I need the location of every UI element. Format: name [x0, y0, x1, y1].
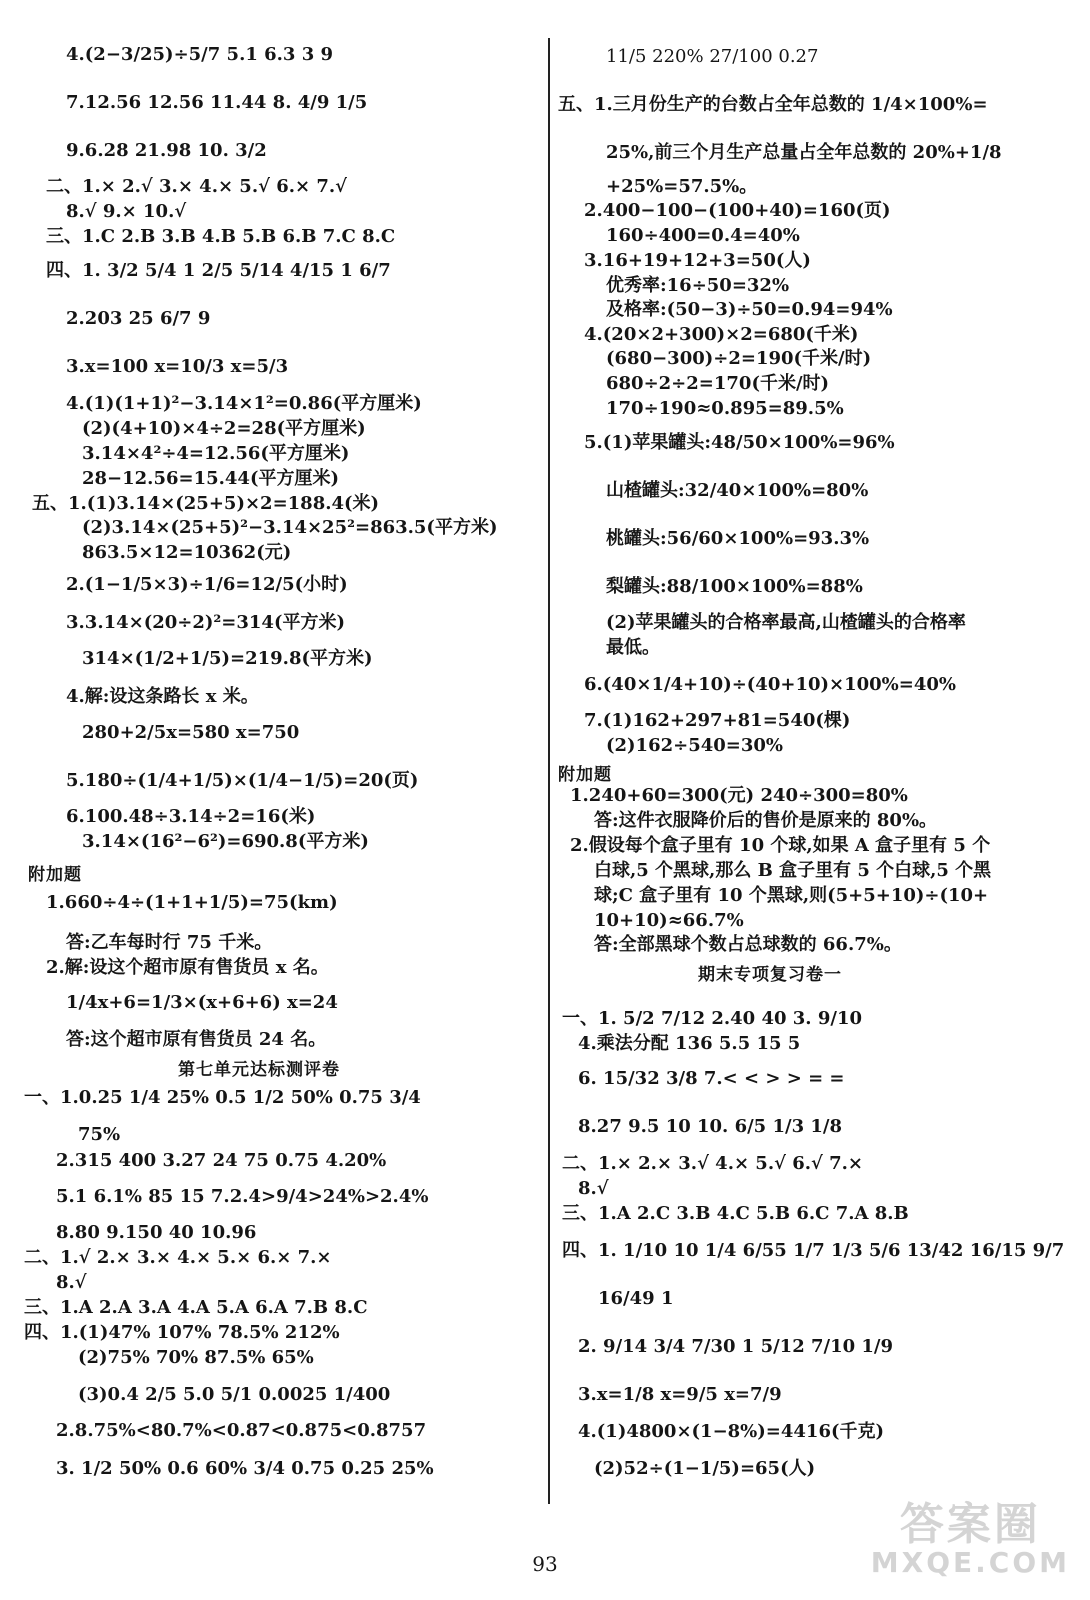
answer-line: 2.假设每个盒子里有 10 个球,如果 A 盒子里有 5 个: [570, 835, 991, 856]
watermark: [870, 1499, 1070, 1579]
page-number: 93: [532, 1552, 558, 1576]
answer-line: 11/5 220% 27/100 0.27: [606, 46, 819, 67]
answer-line: (2)3.14×(25+5)²−3.14×25²=863.5(平方米): [82, 517, 498, 538]
answer-line: (2)162÷540=30%: [606, 735, 784, 756]
answer-line: 4.(2−3/25)÷5/7 5.1 6.3 3 9: [66, 44, 334, 65]
answer-line: 3.14×(16²−6²)=690.8(平方米): [82, 831, 369, 852]
answer-line: 4.乘法分配 136 5.5 15 5: [578, 1033, 801, 1054]
answer-line: 2.8.75%<80.7%<0.87<0.875<0.8757: [56, 1420, 427, 1441]
answer-line: (2)(4+10)×4÷2=28(平方厘米): [82, 418, 366, 439]
answer-line: 山楂罐头:32/40×100%=80%: [606, 480, 869, 501]
answer-line: 二、1.√ 2.× 3.× 4.× 5.× 6.× 7.×: [24, 1247, 332, 1268]
answer-line: (2)52÷(1−1/5)=65(人): [594, 1458, 816, 1479]
answer-line: 4.(20×2+300)×2=680(千米): [584, 324, 859, 345]
answer-line: 3. 1/2 50% 0.6 60% 3/4 0.75 0.25 25%: [56, 1458, 434, 1479]
answer-line: 三、1.A 2.A 3.A 4.A 5.A 6.A 7.B 8.C: [24, 1297, 368, 1318]
answer-line: 答:这件衣服降价后的售价是原来的 80%。: [594, 810, 938, 831]
answer-line: 白球,5 个黑球,那么 B 盒子里有 5 个白球,5 个黑: [594, 860, 992, 881]
section-heading: 附加题: [28, 865, 82, 885]
answer-line: 28−12.56=15.44(平方厘米): [82, 468, 339, 489]
answer-line: 五、1.三月份生产的台数占全年总数的 1/4×100%=: [558, 94, 988, 115]
answer-line: 8.√: [578, 1178, 609, 1199]
answer-line: 梨罐头:88/100×100%=88%: [606, 576, 863, 597]
answer-line: 2.(1−1/5×3)÷1/6=12/5(小时): [66, 574, 348, 595]
answer-line: 3.16+19+12+3=50(人): [584, 250, 811, 271]
answer-line: 4.(1)(1+1)²−3.14×1²=0.86(平方厘米): [66, 393, 422, 414]
answer-line: 及格率:(50−3)÷50=0.94=94%: [606, 299, 893, 320]
answer-line: 二、1.× 2.× 3.√ 4.× 5.√ 6.√ 7.×: [562, 1153, 863, 1174]
answer-line: +25%=57.5%。: [606, 176, 758, 197]
watermark-logo-text: 答案圈: [899, 1499, 1041, 1550]
answer-line: 6. 15/32 3/8 7.< < > > = =: [578, 1068, 845, 1089]
answer-line: 2.203 25 6/7 9: [66, 308, 211, 329]
answer-line: 3.14×4²÷4=12.56(平方厘米): [82, 443, 350, 464]
answer-line: 优秀率:16÷50=32%: [606, 275, 790, 296]
answer-line: 8.27 9.5 10 10. 6/5 1/3 1/8: [578, 1116, 842, 1137]
answer-line: 3.x=100 x=10/3 x=5/3: [66, 356, 289, 377]
answer-line: 3.x=1/8 x=9/5 x=7/9: [578, 1384, 782, 1405]
answer-line: 球;C 盒子里有 10 个黑球,则(5+5+10)÷(10+: [594, 885, 989, 906]
answer-line: 170÷190≈0.895=89.5%: [606, 398, 844, 419]
answer-line: 10+10)≈66.7%: [594, 910, 744, 931]
watermark-url: MXQE.COM: [870, 1546, 1070, 1579]
answer-line: 280+2/5x=580 x=750: [82, 722, 300, 743]
answer-line: 答:乙车每时行 75 千米。: [66, 932, 273, 953]
answer-line: 四、1. 3/2 5/4 1 2/5 5/14 4/15 1 6/7: [46, 260, 391, 281]
answer-line: 四、1.(1)47% 107% 78.5% 212%: [24, 1322, 340, 1343]
section-title: 第七单元达标测评卷: [178, 1060, 340, 1080]
answer-line: 一、1. 5/2 7/12 2.40 40 3. 9/10: [562, 1008, 862, 1029]
answer-line: 6.(40×1/4+10)÷(40+10)×100%=40%: [584, 674, 956, 695]
answer-line: 680÷2÷2=170(千米/时): [606, 373, 830, 394]
answer-line: 6.100.48÷3.14÷2=16(米): [66, 806, 316, 827]
section-heading: 附加题: [558, 765, 612, 785]
answer-line: 863.5×12=10362(元): [82, 542, 292, 563]
answer-line: 四、1. 1/10 10 1/4 6/55 1/7 1/3 5/6 13/42 16/15 9/7: [562, 1240, 1065, 1261]
answer-line: (680−300)÷2=190(千米/时): [606, 348, 872, 369]
answer-line: 2.315 400 3.27 24 75 0.75 4.20%: [56, 1150, 387, 1171]
answer-line: 五、1.(1)3.14×(25+5)×2=188.4(米): [32, 493, 380, 514]
section-title: 期末专项复习卷一: [698, 965, 842, 985]
answer-line: 1.660÷4÷(1+1+1/5)=75(km): [46, 892, 338, 913]
answer-line: 25%,前三个月生产总量占全年总数的 20%+1/8: [606, 142, 1002, 163]
answer-line: 75%: [78, 1124, 121, 1145]
answer-line: 8.√: [56, 1272, 87, 1293]
answer-line: 2.400−100−(100+40)=160(页): [584, 200, 891, 221]
answer-line: 7.(1)162+297+81=540(棵): [584, 710, 851, 731]
answer-line: 3.3.14×(20÷2)²=314(平方米): [66, 612, 345, 633]
answer-line: 4.解:设这条路长 x 米。: [66, 686, 259, 707]
answer-line: 最低。: [606, 637, 660, 658]
answer-line: 314×(1/2+1/5)=219.8(平方米): [82, 648, 373, 669]
answer-line: 1.240+60=300(元) 240÷300=80%: [570, 785, 908, 806]
answer-line: 16/49 1: [598, 1288, 674, 1309]
answer-line: 5.1 6.1% 85 15 7.2.4>9/4>24%>2.4%: [56, 1186, 429, 1207]
answer-line: (2)75% 70% 87.5% 65%: [78, 1347, 314, 1368]
answer-line: 160÷400=0.4=40%: [606, 225, 800, 246]
answer-line: 三、1.A 2.C 3.B 4.C 5.B 6.C 7.A 8.B: [562, 1203, 909, 1224]
answer-line: 2. 9/14 3/4 7/30 1 5/12 7/10 1/9: [578, 1336, 894, 1357]
answer-line: 三、1.C 2.B 3.B 4.B 5.B 6.B 7.C 8.C: [46, 226, 396, 247]
answer-line: 7.12.56 12.56 11.44 8. 4/9 1/5: [66, 92, 368, 113]
answer-line: 9.6.28 21.98 10. 3/2: [66, 140, 267, 161]
answer-line: 1/4x+6=1/3×(x+6+6) x=24: [66, 992, 338, 1013]
answer-line: (2)苹果罐头的合格率最高,山楂罐头的合格率: [606, 612, 966, 633]
answer-line: 2.解:设这个超市原有售货员 x 名。: [46, 957, 329, 978]
answer-line: 5.(1)苹果罐头:48/50×100%=96%: [584, 432, 895, 453]
answer-line: 8.80 9.150 40 10.96: [56, 1222, 257, 1243]
answer-line: (3)0.4 2/5 5.0 5/1 0.0025 1/400: [78, 1384, 391, 1405]
answer-line: 5.180÷(1/4+1/5)×(1/4−1/5)=20(页): [66, 770, 419, 791]
column-divider: [548, 38, 550, 1504]
answer-line: 一、1.0.25 1/4 25% 0.5 1/2 50% 0.75 3/4: [24, 1087, 421, 1108]
answer-line: 答:全部黑球个数占总球数的 66.7%。: [594, 934, 902, 955]
answer-line: 4.(1)4800×(1−8%)=4416(千克): [578, 1421, 885, 1442]
answer-line: 桃罐头:56/60×100%=93.3%: [606, 528, 870, 549]
answer-line: 答:这个超市原有售货员 24 名。: [66, 1029, 327, 1050]
answer-line: 8.√ 9.× 10.√: [66, 201, 187, 222]
answer-line: 二、1.× 2.√ 3.× 4.× 5.√ 6.× 7.√: [46, 176, 347, 197]
